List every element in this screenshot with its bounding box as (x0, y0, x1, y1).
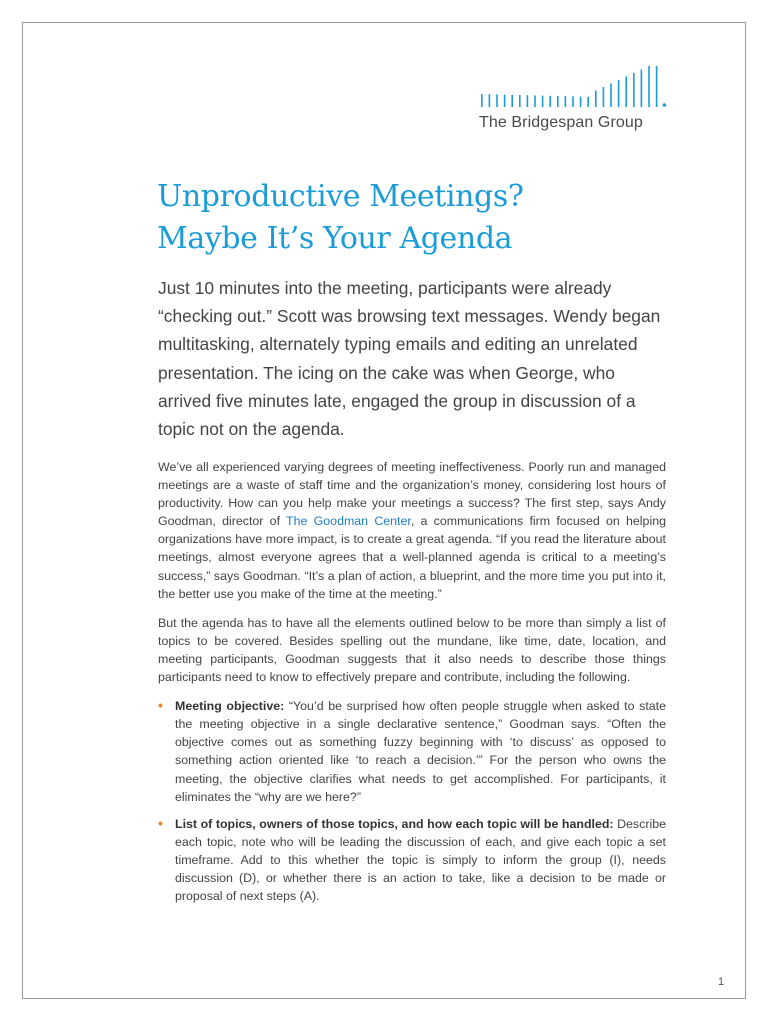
title-line-1: Unproductive Meetings? (157, 179, 524, 214)
logo-bar (633, 73, 635, 107)
logo-bar (610, 84, 612, 108)
page-number: 1 (718, 976, 725, 988)
logo-bar (496, 94, 498, 107)
list-item-label: Meeting objective: (175, 699, 285, 714)
logo-bar (557, 96, 559, 107)
logo-bars-icon (479, 66, 679, 110)
logo-bar (504, 95, 506, 107)
title-line-2: Maybe It’s Your Agenda (157, 221, 513, 256)
logo-bar (603, 87, 605, 107)
goodman-center-link[interactable]: The Goodman Center (286, 514, 411, 529)
logo-bar (656, 66, 658, 107)
logo-bar (648, 66, 650, 107)
logo-bar (641, 70, 643, 108)
body-paragraph-2: But the agenda has to have all the elements outlined below to be more than simply a list of topics to be covered. Besides spelling out the mundane, like time, date, location, and meeting participants, Goodman suggests that it also needs to describe those things participants need to know to effectively prepare and contribute, including the following. (158, 615, 666, 685)
logo-bar (527, 95, 529, 107)
logo-dot (663, 103, 667, 107)
logo-bar (481, 94, 483, 107)
agenda-elements-list (158, 697, 666, 905)
bullet-icon: • (158, 697, 163, 714)
logo-bar (618, 80, 620, 107)
logo-bar (511, 95, 513, 107)
logo-bar (534, 95, 536, 107)
list-item-label: List of topics, owners of those topics, and how each topic will be handled: (175, 816, 614, 831)
paragraph-text: We’ve all experienced varying degrees of meeting ineffectiveness. Poorly run and managed meetings are a waste of staff time and the organization’s money, considering lost hours of productivity. How can you help make your meetings a success? The first step, says Andy Goodman, director of (158, 460, 666, 529)
logo-bar (580, 97, 582, 107)
bridgespan-logo (476, 66, 676, 136)
logo-bar (572, 96, 574, 107)
list-item-text: “You’d be surprised how often people struggle when asked to state the meeting objective in a single declarative sentence,” Goodman says. “Often the objective comes out as something fuzzy beginning with ‘to discuss’ as opposed to something action oriented like ‘to reach a decision.’” For the person who owns the meeting, the objective clarifies what needs to get accomplished. For participants, it eliminates the “why are we here?” (175, 699, 667, 804)
logo-bar (549, 96, 551, 107)
list-item-text: Describe each topic, note who will be leading the discussion of each, and give each topic a set timeframe. Add to this whether the topic is simply to inform the group (I), needs discussion (D), or whether there is an action to take, like a decision to be made or proposal of next steps (A). (175, 816, 666, 904)
logo-bar (565, 96, 567, 107)
paragraph-text: , a communications firm focused on helping organizations have more impact, is to create a great agenda. “If you read the literature about meetings, almost everyone agrees that a well-planned agenda is critical to a meeting’s success,” says Goodman. “It’s a plan of action, a blueprint, and the more time you put into it, the better use you make of the time at the meeting.” (158, 514, 666, 601)
logo-bar (595, 91, 597, 108)
lead-paragraph: Just 10 minutes into the meeting, participants were already “checking out.” Scott was browsing text messages. Wendy began multitasking, alternately typing emails and editing an unrelated presentation. The icing on the cake was when George, who arrived five minutes late, engaged the group in discussion of a topic not on the agenda. (158, 278, 661, 440)
logo-bar (519, 95, 521, 107)
bullet-icon: • (158, 814, 163, 831)
logo-bar (625, 77, 627, 108)
logo-wordmark: The Bridgespan Group (479, 114, 643, 131)
list-item (158, 697, 666, 806)
body-paragraph-1 (158, 458, 666, 603)
list-item (158, 815, 666, 905)
logo-bar (587, 97, 589, 107)
logo-bar (489, 94, 491, 107)
page-title (157, 176, 677, 260)
logo-bar (542, 96, 544, 107)
article-body (158, 458, 666, 914)
